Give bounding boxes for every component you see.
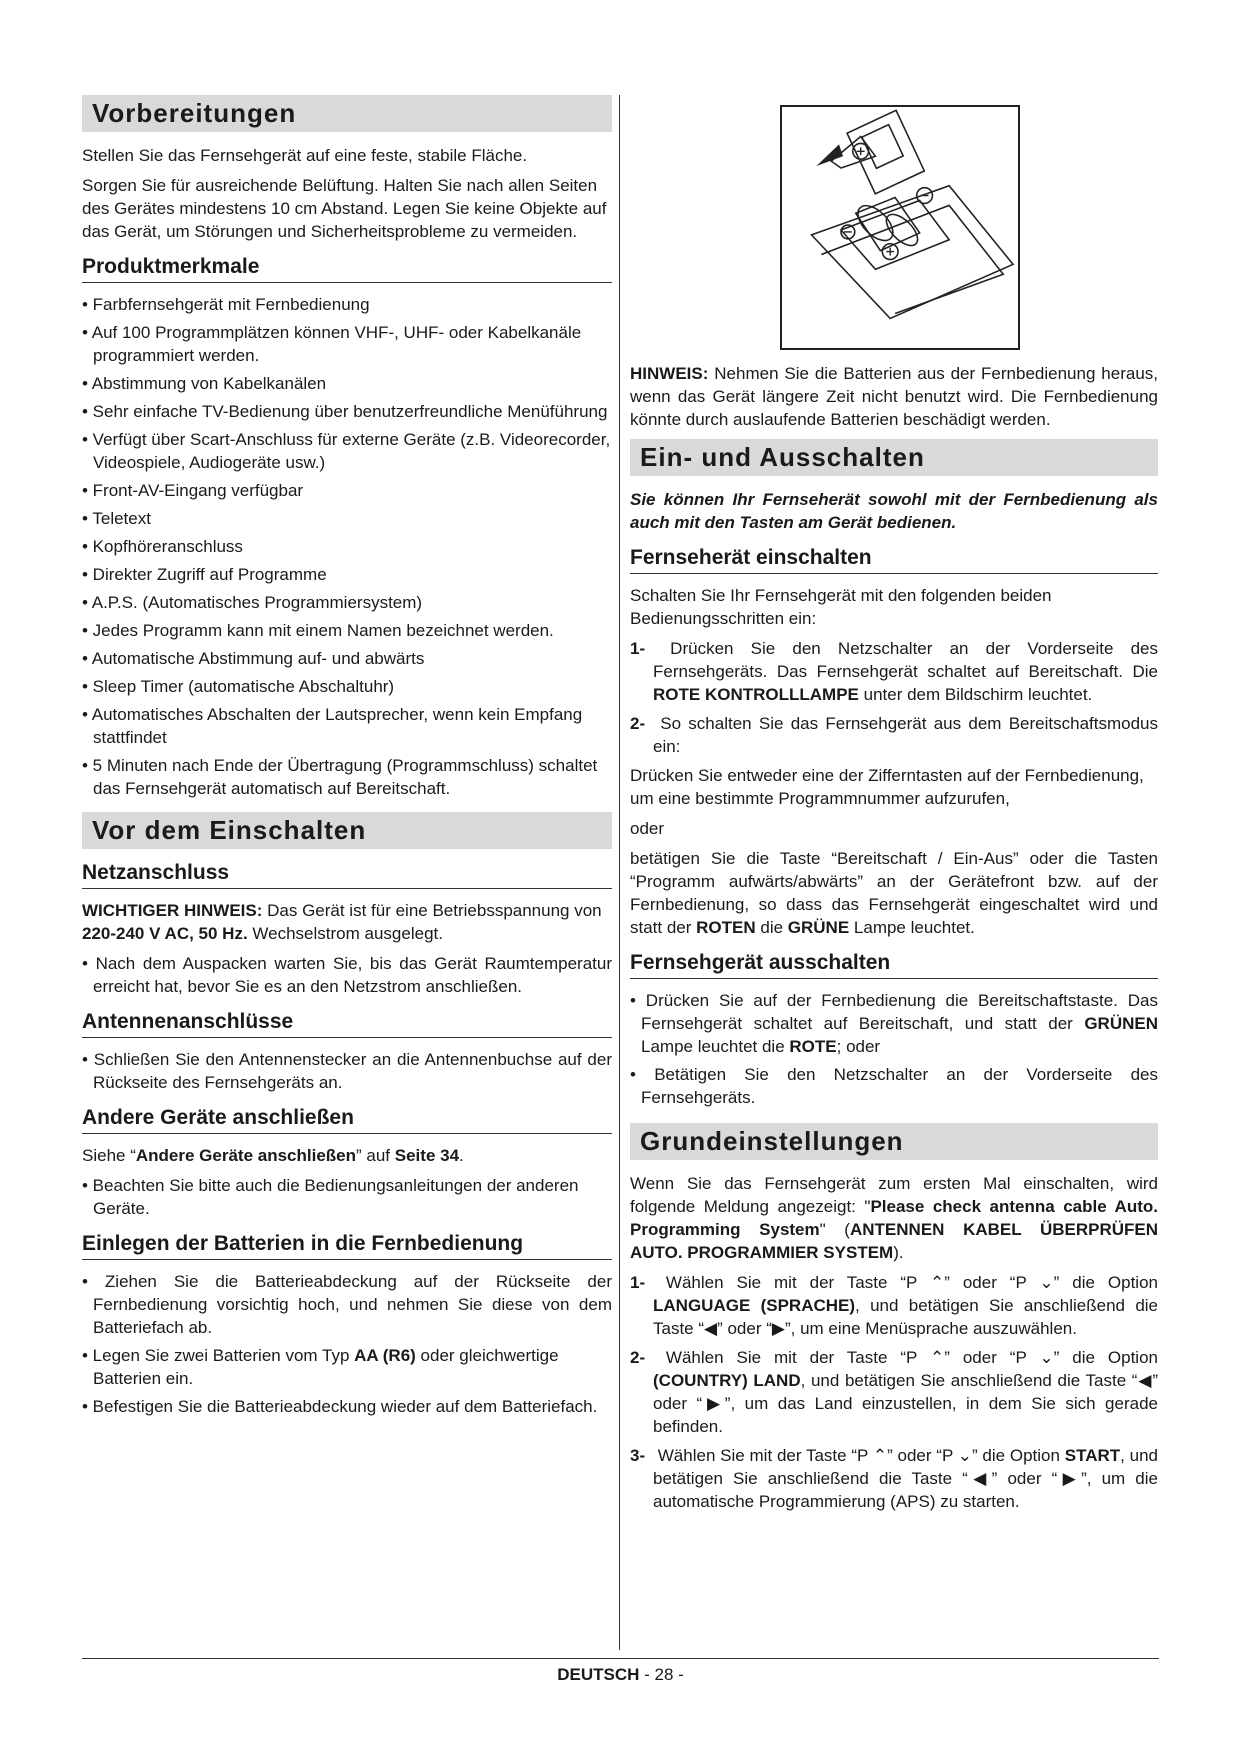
text: betätigen Sie die Taste “Bereitschaft / Ein-Aus” oder die Tasten “Programm aufwärts/abwärts” an der Gerätefront bzw. auf der Fernbedienung, so dass das Fernsehgerät eingeschaltet wird und statt der — [630, 849, 1158, 937]
paragraph: Stellen Sie das Fernsehgerät auf eine feste, stabile Fläche. — [82, 146, 528, 165]
heading-netzanschluss: Netzanschluss — [82, 861, 612, 889]
list-item: • Teletext — [82, 509, 151, 528]
grund-steps — [630, 1271, 1158, 1513]
bold-text: LANGUAGE (SPRACHE) — [653, 1296, 856, 1315]
list-item: • 5 Minuten nach Ende der Übertragung (Programmschluss) schaltet das Fernsehgerät automatisch auf Bereitschaft. — [82, 756, 598, 798]
battery-illustration — [780, 105, 1020, 350]
andere-list — [82, 1174, 612, 1220]
list-item: • Direkter Zugriff auf Programme — [82, 565, 327, 584]
text: , und betätigen Sie anschließend die Taste “◀” oder “▶”, um eine Menüsprache auszuwählen. — [653, 1296, 1159, 1338]
list-item — [630, 989, 1158, 1058]
bold-text: (COUNTRY) LAND — [653, 1371, 801, 1390]
heading-batterien: Einlegen der Batterien in die Fernbedienung — [82, 1232, 612, 1260]
text: So schalten Sie das Fernsehgerät aus dem Bereitschaftsmodus ein: — [653, 714, 1158, 756]
text: • Drücken Sie auf der Fernbedienung die Bereitschaftstaste. Das Fernsehgerät schaltet auf Bereitschaft, und statt der — [630, 991, 1158, 1033]
list-item: • Nach dem Auspacken warten Sie, bis das Gerät Raumtemperatur erreicht hat, bevor Sie es an den Netzstrom anschließen. — [82, 954, 612, 996]
remote-control-battery-drawing — [782, 107, 1018, 348]
antenne-list — [82, 1048, 612, 1094]
step-item — [630, 1444, 1158, 1513]
step-item — [630, 1346, 1158, 1438]
text: Lampe leuchtet. — [849, 918, 975, 937]
bold-text: GRÜNEN — [1084, 1014, 1158, 1033]
feature-list — [82, 293, 612, 800]
text: ” auf — [356, 1146, 395, 1165]
list-item: • Verfügt über Scart-Anschluss für externe Geräte (z.B. Videorecorder, Videospiele, Audiogeräte usw.) — [82, 430, 611, 472]
text: Das Gerät ist für eine Betriebsspannung von — [262, 901, 602, 920]
footer-page-number: - 28 - — [644, 1665, 684, 1684]
text: . — [459, 1146, 464, 1165]
lead-paragraph: Sie können Ihr Fernseherät sowohl mit der Fernbedienung als auch mit den Tasten am Gerät bedienen. — [630, 490, 1158, 532]
heading-andere-geraete: Andere Geräte anschließen — [82, 1106, 612, 1134]
paragraph-betaetigen — [630, 847, 1158, 939]
text: " ( — [819, 1220, 850, 1239]
list-item: • Jedes Programm kann mit einem Namen bezeichnet werden. — [82, 621, 554, 640]
text: Drücken Sie den Netzschalter an der Vorderseite des Fernsehgeräts. Das Fernsehgerät schaltet auf Bereitschaft. Die — [653, 639, 1158, 681]
paragraph: Drücken Sie entweder eine der Zifferntasten auf der Fernbedienung, um eine bestimmte Programmnummer aufzurufen, — [630, 766, 1144, 808]
step-number: 1- — [630, 639, 646, 658]
text: Wählen Sie mit der Taste “P ⌃” oder “P ⌄” die Option — [653, 1446, 1065, 1465]
step-item — [630, 637, 1158, 706]
left-column — [82, 95, 612, 1423]
right-column — [630, 362, 1158, 1519]
step-number: 2- — [630, 714, 646, 733]
bold-text: ANTENNEN KABEL ÜBERPRÜFEN AUTO. PROGRAMMIER SYSTEM — [630, 1220, 1159, 1262]
step-number: 3- — [630, 1446, 646, 1465]
text: • Legen Sie zwei Batterien vom Typ — [82, 1346, 355, 1365]
section-banner-ein-ausschalten: Ein- und Ausschalten — [630, 439, 1158, 476]
paragraph: Sorgen Sie für ausreichende Belüftung. Halten Sie nach allen Seiten des Gerätes mindestens 10 cm Abstand. Legen Sie keine Objekte auf das Gerät, um Störungen und Sicherheitsprobleme zu vermeiden. — [82, 176, 607, 241]
list-item: • Beachten Sie bitte auch die Bedienungsanleitungen der anderen Geräte. — [82, 1176, 579, 1218]
hinweis-paragraph — [630, 362, 1158, 431]
list-item: • Auf 100 Programmplätzen können VHF-, UHF- oder Kabelkanäle programmiert werden. — [82, 323, 582, 365]
section-banner-grundeinstellungen: Grundeinstellungen — [630, 1123, 1158, 1160]
footer-rule — [82, 1658, 1159, 1659]
einschalten-steps — [630, 637, 1158, 758]
list-item: • Betätigen Sie den Netzschalter an der Vorderseite des Fernsehgeräts. — [630, 1065, 1158, 1107]
bold-text: HINWEIS: — [630, 364, 709, 383]
list-item: • Sehr einfache TV-Bedienung über benutzerfreundliche Menüführung — [82, 402, 608, 421]
heading-antennenanschluesse: Antennenanschlüsse — [82, 1010, 612, 1038]
list-item: • Kopfhöreranschluss — [82, 537, 243, 556]
list-item: • Abstimmung von Kabelkanälen — [82, 374, 327, 393]
text: Lampe leuchtet die — [641, 1037, 790, 1056]
list-item: • Farbfernsehgerät mit Fernbedienung — [82, 295, 370, 314]
bold-text: 220-240 V AC, 50 Hz. — [82, 924, 248, 943]
netz-list — [82, 952, 612, 998]
heading-einschalten: Fernseherät einschalten — [630, 546, 1158, 574]
bold-text: Andere Geräte anschließen — [135, 1146, 357, 1165]
text: , und betätigen Sie anschließend die Taste “◀” oder “▶”, um das Land einzustellen, in dem Sie sich gerade befinden. — [653, 1371, 1159, 1436]
bold-text: ROTE — [789, 1037, 837, 1056]
list-item: • Automatisches Abschalten der Lautsprecher, wenn kein Empfang stattfindet — [82, 705, 583, 747]
list-item: • Automatische Abstimmung auf- und abwärts — [82, 649, 425, 668]
text: unter dem Bildschirm leuchtet. — [858, 685, 1093, 704]
list-item: • A.P.S. (Automatisches Programmiersystem) — [82, 593, 423, 612]
step-number: 1- — [630, 1273, 646, 1292]
text: Wenn Sie das Fernsehgerät zum ersten Mal einschalten, wird folgende Meldung angezeigt: " — [630, 1174, 1158, 1216]
list-item: • Front-AV-Eingang verfügbar — [82, 481, 304, 500]
heading-ausschalten: Fernsehgerät ausschalten — [630, 951, 1158, 979]
ausschalten-list — [630, 989, 1158, 1109]
paragraph-netz — [82, 899, 612, 945]
list-item — [82, 1344, 612, 1390]
section-banner-vorbereitungen: Vorbereitungen — [82, 95, 612, 132]
step-number: 2- — [630, 1348, 646, 1367]
heading-produktmerkmale: Produktmerkmale — [82, 255, 612, 283]
text: oder gleichwertige Batterien ein. — [93, 1346, 559, 1388]
paragraph: Schalten Sie Ihr Fernsehgerät mit den folgenden beiden Bedienungsschritten ein: — [630, 586, 1052, 628]
text: , und betätigen Sie anschließend die Taste “◀” oder “▶”, um die automatische Programmierung (APS) zu starten. — [653, 1446, 1158, 1511]
bold-text: ROTEN — [696, 918, 756, 937]
list-item: • Ziehen Sie die Batterieabdeckung auf der Rückseite der Fernbedienung vorsichtig hoch, und nehmen Sie diese von dem Batteriefach ab. — [82, 1272, 612, 1337]
bold-text: AA (R6) — [354, 1346, 416, 1365]
list-item: • Befestigen Sie die Batterieabdeckung wieder auf dem Batteriefach. — [82, 1397, 598, 1416]
bold-text: Please check antenna cable Auto. Programming System — [630, 1197, 1158, 1239]
list-item: • Schließen Sie den Antennenstecker an die Antennenbuchse auf der Rückseite des Fernsehgeräts an. — [82, 1050, 612, 1092]
bold-text: ROTE KONTROLLLAMPE — [653, 685, 859, 704]
paragraph-oder: oder — [630, 819, 665, 838]
text: Wählen Sie mit der Taste “P ⌃” oder “P ⌄” die Option — [653, 1273, 1158, 1292]
footer-language: DEUTSCH — [557, 1665, 640, 1684]
text: ; oder — [836, 1037, 881, 1056]
text: Wechselstrom ausgelegt. — [247, 924, 443, 943]
bold-text: GRÜNE — [787, 918, 850, 937]
text: die — [755, 918, 788, 937]
step-item — [630, 712, 1158, 758]
bold-text: Seite 34 — [394, 1146, 460, 1165]
column-divider — [619, 95, 620, 1650]
text: ). — [893, 1243, 904, 1262]
bold-text: START — [1064, 1446, 1121, 1465]
bold-text: WICHTIGER HINWEIS: — [82, 901, 263, 920]
text: Nehmen Sie die Batterien aus der Fernbedienung heraus, wenn das Gerät längere Zeit nicht benutzt wird. Die Fernbedienung könnte durch auslaufende Batterien beschädigt werden. — [630, 364, 1158, 429]
list-item: • Sleep Timer (automatische Abschaltuhr) — [82, 677, 395, 696]
page-footer — [0, 1665, 1241, 1685]
text: Wählen Sie mit der Taste “P ⌃” oder “P ⌄” die Option — [653, 1348, 1158, 1367]
paragraph-grund — [630, 1172, 1158, 1264]
batterien-list — [82, 1270, 612, 1418]
text: Siehe “ — [82, 1146, 136, 1165]
paragraph-andere — [82, 1144, 612, 1167]
step-item — [630, 1271, 1158, 1340]
section-banner-vor-dem-einschalten: Vor dem Einschalten — [82, 812, 612, 849]
